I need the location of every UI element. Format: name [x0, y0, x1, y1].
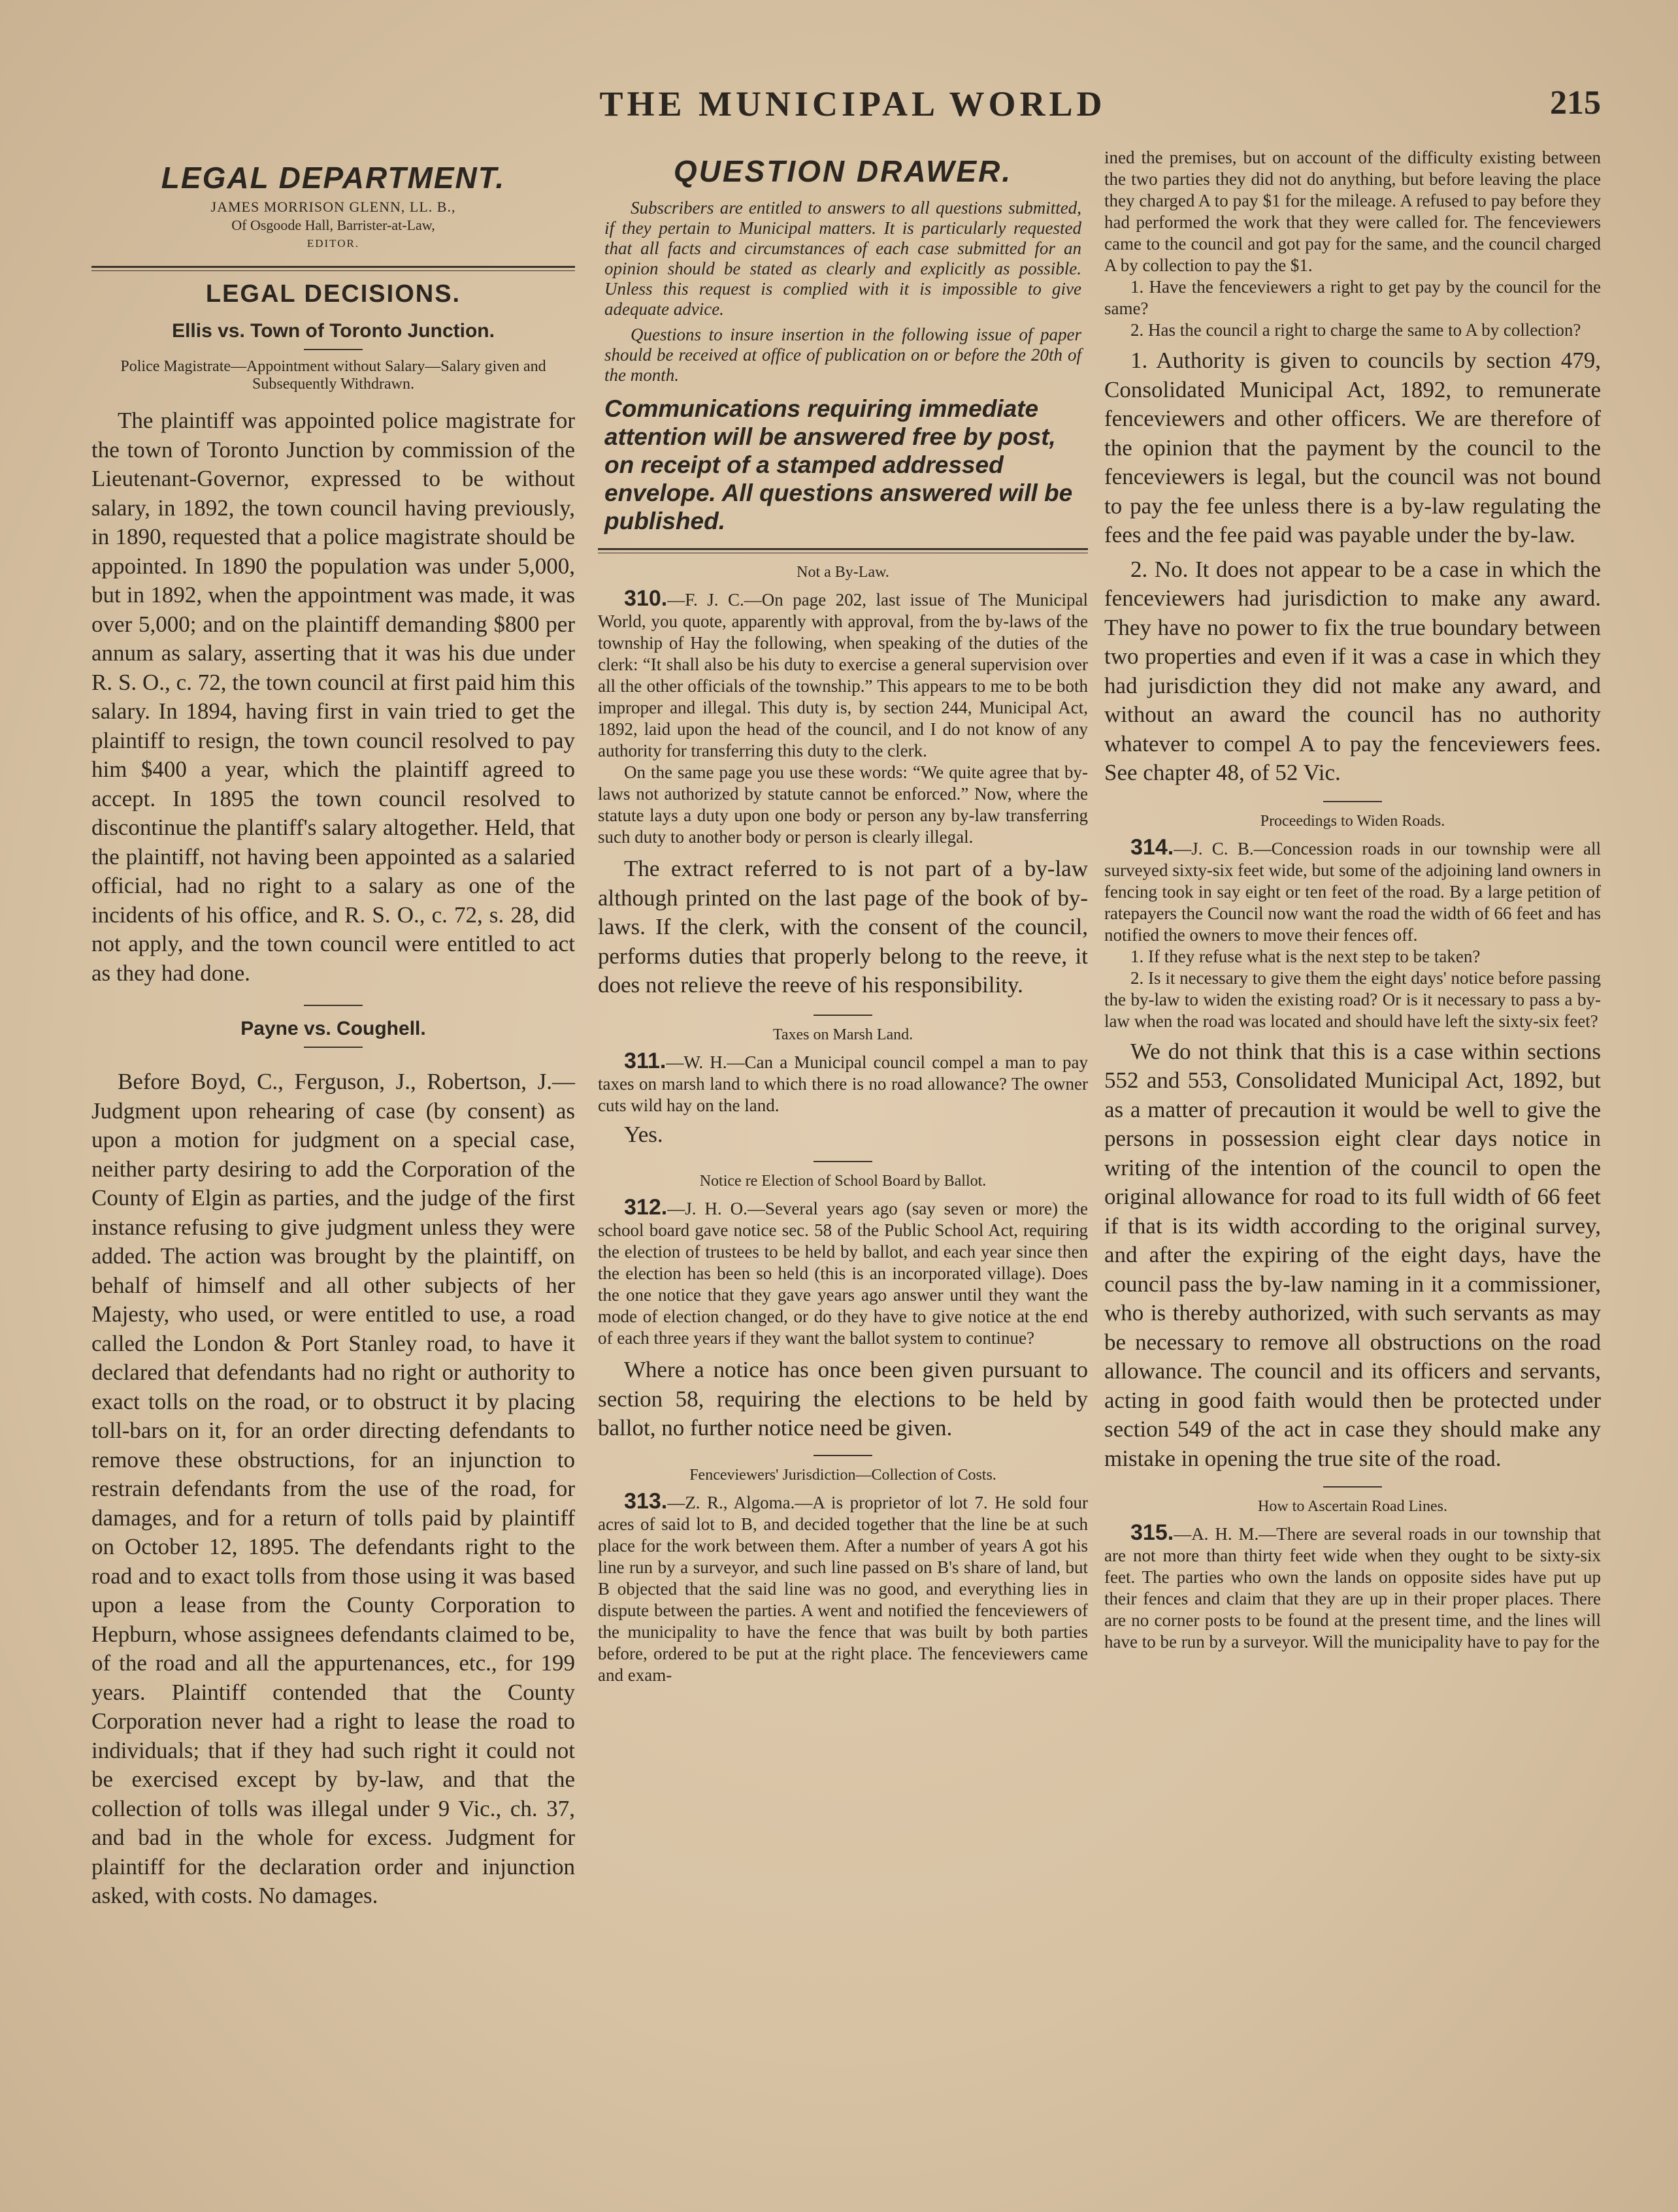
legal-department-title: LEGAL DEPARTMENT. — [161, 161, 506, 195]
answer-text: Where a notice has once been given pursuant to section 58, requiring the elections to be held by ballot, no further notice need be given. — [598, 1357, 1088, 1440]
answer-text: Yes. — [624, 1121, 663, 1147]
question-body: —A. H. M.—There are several roads in our township that are not more than thirty feet wide when they ought to be sixty-six feet. The parties who own the lands on opposite sides have put up their fences and claim that they are up in their proper places. There are no corner posts to be found at the present time, and the lines will have to be run by a surveyor. Will the municipality have to pay for the — [1104, 1524, 1601, 1651]
question-text — [598, 588, 1088, 762]
question-text — [598, 1050, 1088, 1116]
legal-decisions-heading: LEGAL DECISIONS. — [205, 280, 461, 308]
insertion-notice: Questions to insure insertion in the following issue of paper should be received at office of publication on or before the 20th of the month. — [604, 325, 1081, 385]
question-number: 314. — [1130, 834, 1174, 860]
sub-question: 1. Have the fenceviewers a right to get pay by the council for the same? — [1104, 277, 1601, 318]
question-text — [1104, 1522, 1601, 1653]
question-number: 315. — [1130, 1520, 1174, 1545]
question-text-continued: ined the premises, but on account of the difficulty existing between the two parties they did not do anything, but before leaving the place they charged A to pay $1 for the mileage. A refused to pay before they had performed the work that they were called for. The fenceviewers came to the council and got pay for the same, and the council charged A by collection to pay the $1. — [1104, 148, 1601, 275]
page-header — [0, 84, 1678, 136]
question-text-continued: On the same page you use these words: “We quite agree that by-laws not authorized by statute cannot be enforced.” Now, where the statute lays a duty upon one body or person any by-law transferring such duty to another body or person is clearly illegal. — [598, 762, 1088, 847]
section-heading: How to Ascertain Road Lines. — [1258, 1498, 1447, 1515]
case-title: Payne vs. Coughell. — [240, 1018, 426, 1039]
question-body: —F. J. C.—On page 202, last issue of The Municipal World, you quote, apparently with approval, from the by-laws of the township of Hay the following, when speaking of the duties of the clerk: “It shall also be his duty to exercise a general supervision over all the other officials of the township.” This appears to me to be both improper and illegal. This duty is, by section 244, Municipal Act, 1892, laid upon the head of the council, and I do not know of any authority for transferring this duty to the clerk. — [598, 590, 1088, 760]
editor-affiliation: Of Osgoode Hall, Barrister-at-Law, — [231, 217, 435, 233]
short-rule — [814, 1015, 872, 1016]
question-body: —Z. R., Algoma.—A is proprietor of lot 7. He sold four acres of said lot to B, and decided together that the line be at such place for the work between them. After a number of years A got his line run by a surveyor, and such line passed on B's share of land, but B objected that the said line was no good, and everything lies in dispute between the parties. A went and notified the fenceviewers of the municipality to have the fence that was built by both parties before, ordered to be put at the right place. The fenceviewers came and exam- — [598, 1492, 1088, 1685]
editor-role: EDITOR. — [306, 237, 360, 250]
question-text — [598, 1197, 1088, 1349]
question-body: —J. H. O.—Several years ago (say seven or more) the school board gave notice sec. 58 of the Public School Act, requiring the election of trustees to be held by ballot, and each year since then the election has been so held (this is an incorporated village). Does the one notice that they gave years ago answer until they want the mode of election changed, or do they have to give notice at the end of each three years if they want the ballot system to continue? — [598, 1199, 1088, 1348]
case-text: The plaintiff was appointed police magistrate for the town of Toronto Junction by commission of the Lieutenant-Governor, expressed to be without salary, in 1892, the town council having previously, in 1890, requested that a police magistrate should be appointed. In 1890 the population was under 5,000, but in 1892, when the appointment was made, it was over 5,000; and on the plaintiff demanding $800 per annum as salary, asserting that it was his due under R. S. O., c. 72, the town council at first paid him this salary. In 1894, having first in vain tried to get the plaintiff to resign, the town council resolved to pay him $400 a year, which the plaintiff agreed to accept. In 1895 the town council resolved to discontinue the plantiff's salary altogether. Held, that the plaintiff, not having been appointed as a salaried official, had no right to a salary as one of the incidents of his office, and R. S. O., c. 72, s. 28, did not apply, and the town council were entitled to act as they had done. — [91, 408, 575, 986]
subscriber-notice: Subscribers are entitled to answers to all questions submitted, if they pertain to Municipal matters. It is particularly requested that all facts and circumstances of each case submitted for an opinion should be stated as clearly and explicitly as possible. Unless this request is complied with it is impossible to give adequate advice. — [604, 198, 1081, 319]
answer-text: The extract referred to is not part of a by-law although printed on the last page of the book of by-laws. If the clerk, with the consent of the council, performs duties that properly belong to the reeve, it does not relieve the reeve of his responsibility. — [598, 856, 1088, 998]
section-heading: Not a By-Law. — [797, 564, 889, 581]
answer-text: 1. Authority is given to councils by section 479, Consolidated Municipal Act, 1892, to remunerate fenceviewers and other officers. We are therefore of the opinion that the payment by the council to the fenceviewers is legal, but the council was not bound to pay the fee unless there is a by-law regulating the fees and the fee paid was payable under the by-law. — [1104, 348, 1601, 547]
right-column — [1104, 147, 1601, 1653]
question-body: —W. H.—Can a Municipal council compel a man to pay taxes on marsh land to which there is no road allowance? The owner cuts wild hay on the land. — [598, 1052, 1088, 1115]
section-heading: Fenceviewers' Jurisdiction—Collection of Costs. — [689, 1466, 996, 1484]
sub-question: 2. Is it necessary to give them the eight days' notice before passing the by-law to widen the existing road? Or is it necessary to pass a by-law when the road was located and should have left the sixty-six feet? — [1104, 968, 1601, 1031]
short-rule — [814, 1455, 872, 1456]
question-text — [598, 1488, 1088, 1686]
section-heading: Taxes on Marsh Land. — [772, 1026, 913, 1043]
question-number: 312. — [624, 1195, 668, 1220]
question-body: —J. C. B.—Concession roads in our township were all surveyed sixty-six feet wide, but some of the adjoining land owners in fencing took in say eight or ten feet of the road. By a large petition of ratepayers the Council now want the road the width of 66 feet and has notified the owners to move their fences off. — [1104, 838, 1601, 945]
sub-question: 2. Has the council a right to charge the same to A by collection? — [1130, 320, 1581, 340]
page-number: 215 — [1550, 84, 1601, 122]
section-heading: Proceedings to Widen Roads. — [1260, 812, 1445, 830]
masthead: THE MUNICIPAL WORLD — [599, 84, 1106, 123]
question-number: 310. — [624, 586, 668, 611]
short-rule — [304, 349, 363, 350]
answer-text: We do not think that this is a case within sections 552 and 553, Consolidated Municipal Act, 1892, but as a matter of precaution it would be well to give the persons in possession eight clear days notice in writing of the intention of the council to open the original allowance for road to its full width of 66 feet if that is its width according to the original survey, and after the expiring of the eight days, have the council pass the by-law naming in it a commissioner, who is thereby authorized, with such servants as may be necessary to remove all obstructions on the road allowance. The council and its officers and servants, acting in good faith would then be protected under section 549 of the act in case they should make any mistake in opening the true site of the road. — [1104, 1038, 1601, 1471]
short-rule — [304, 1005, 363, 1006]
double-rule — [91, 266, 575, 271]
question-number: 313. — [624, 1488, 668, 1514]
question-number: 311. — [624, 1048, 666, 1073]
short-rule — [1323, 801, 1382, 802]
communications-notice: Communications requiring immediate attention will be answered free by post, on receipt of a stamped addressed envelope. All questions answered will be published. — [604, 395, 1073, 534]
section-heading: Notice re Election of School Board by Ballot. — [699, 1173, 987, 1190]
question-drawer-title: QUESTION DRAWER. — [673, 154, 1013, 188]
case-title: Ellis vs. Town of Toronto Junction. — [172, 320, 495, 342]
sub-question: 1. If they refuse what is the next step to be taken? — [1130, 946, 1481, 966]
short-rule — [304, 1047, 363, 1048]
double-rule — [598, 548, 1088, 553]
left-column — [91, 154, 575, 1911]
middle-column — [598, 154, 1088, 1686]
editor-name: JAMES MORRISON GLENN, LL. B., — [210, 199, 456, 215]
short-rule — [814, 1161, 872, 1162]
question-text — [1104, 834, 1601, 946]
case-text: Before Boyd, C., Ferguson, J., Robertson, J.—Judgment upon rehearing of case (by consent) as upon a motion for judgment on a special case, neither party desiring to add the Corporation of the County of Elgin as parties, and the judge of the first instance refusing to give judgment unless they were added. The action was brought by the plaintiff, on behalf of himself and all other subjects of her Majesty, who used, or were entitled to use, a road called the London & Port Stanley road, to have it declared that defendants had no right or authority to exact tolls on the road, or to obstruct it by placing toll-bars on it, for an order directing defendants to remove these obstructions, for an injunction to restrain defendants from the use of the road, for damages, and for a return of tolls paid by plaintiff on October 12, 1895. The defendants right to the road and to exact tolls from those using it was based upon a lease from the County Corporation to Hepburn, whose assignees defendants claimed to be, of the road and all the appurtenances, etc., for 199 years. Plaintiff contended that the County Corporation never had a right to lease the road to individuals; that if they had such right it could not be exercised except by by-law, and that the collection of tolls was illegal under 9 Vic., ch. 37, and bad in the whole for excess. Judgment for plaintiff for the declaration order and injunction asked, with costs. No damages. — [91, 1069, 575, 1908]
case-caption: Police Magistrate—Appointment without Salary—Salary given and Subsequently Withdrawn. — [120, 358, 546, 393]
answer-text: 2. No. It does not appear to be a case in which the fenceviewers had jurisdiction to make any award. They have no power to fix the true boundary between two properties and even if it was a case in which they had jurisdiction they did not make any award, and without an award the council has no authority whatever to compel A to pay the fenceviewers fees. See chapter 48, of 52 Vic. — [1104, 556, 1601, 785]
short-rule — [1323, 1486, 1382, 1488]
